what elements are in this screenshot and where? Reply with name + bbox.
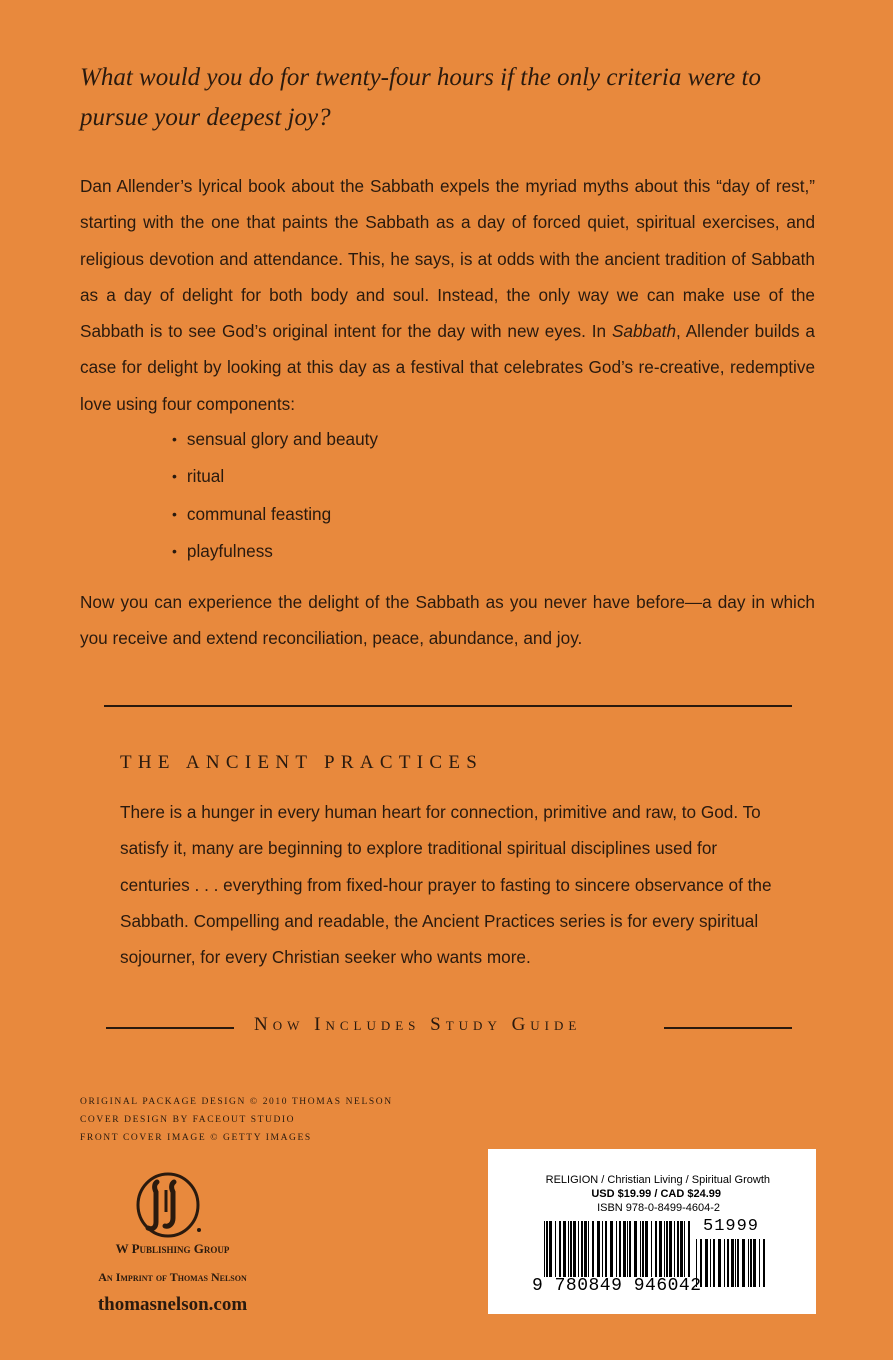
description-text: Dan Allender’s lyrical book about the Sabbath expels the myriad myths about this “day of rest,” starting with the one that paints the Sabbath as a day of forced quiet, spiritual exercises, and religious devotion and attendance. This, he says, is at odds with the ancient tradition of Sabbath as a day of delight for both body and soul. Instead, the only way we can make use of the Sabbath is to see God’s original intent for the day with new eyes. In xyxy=(80,176,815,342)
price-label: USD $19.99 / CAD $24.99 xyxy=(591,1188,721,1200)
w-publishing-logo-icon xyxy=(130,1170,206,1240)
credit-line: FRONT COVER IMAGE © GETTY IMAGES xyxy=(80,1133,312,1143)
publisher-url: thomasnelson.com xyxy=(97,1294,248,1315)
divider xyxy=(664,1027,792,1029)
closing-paragraph: Now you can experience the delight of the Sabbath as you never have before—a day in which you receive and extend reconciliation, peace, abundance, and joy. xyxy=(80,592,815,649)
list-item: • ritual xyxy=(172,458,378,495)
addon-number: 51999 xyxy=(703,1217,760,1236)
description-paragraph xyxy=(80,168,815,422)
barcode-panel xyxy=(488,1149,816,1314)
description-text-continued: , Allender builds a case for delight by looking at this day as a festival that celebrates God’s re-creative, redemptive love using four components: xyxy=(80,321,815,414)
publisher-imprint: An Imprint of Thomas Nelson xyxy=(98,1270,247,1284)
list-item: • sensual glory and beauty xyxy=(172,421,378,458)
design-credits xyxy=(80,1093,393,1147)
list-item: • playfulness xyxy=(172,533,378,570)
series-heading: THE ANCIENT PRACTICES xyxy=(120,752,484,773)
study-guide-label: Now Includes Study Guide xyxy=(254,1014,582,1035)
tagline: What would you do for twenty-four hours if the only criteria were to pursue your deepest joy? xyxy=(80,64,761,131)
divider xyxy=(106,1027,234,1029)
credit-line: COVER DESIGN BY FACEOUT STUDIO xyxy=(80,1115,296,1125)
components-list xyxy=(172,421,378,570)
bisac-category: RELIGION / Christian Living / Spiritual Growth xyxy=(545,1174,770,1186)
addon-barcode-icon xyxy=(696,1239,768,1287)
barcode-icon xyxy=(544,1221,690,1277)
isbn-label: ISBN 978-0-8499-4604-2 xyxy=(597,1202,720,1214)
series-description: There is a hunger in every human heart for connection, primitive and raw, to God. To satisfy it, many are beginning to explore traditional spiritual disciplines used for centuries . . . everything from fixed-hour prayer to fasting to sincere observance of the Sabbath. Compelling and readable, the Ancient Practices series is for every spiritual sojourner, for every Christian seeker who wants more. xyxy=(120,802,772,968)
credit-line: ORIGINAL PACKAGE DESIGN © 2010 THOMAS NELSON xyxy=(80,1097,393,1107)
book-title-italic: Sabbath xyxy=(611,321,677,342)
publisher-name: W Publishing Group xyxy=(115,1241,230,1256)
barcode-number: 9 780849 946042 xyxy=(532,1276,702,1296)
list-item: • communal feasting xyxy=(172,496,378,533)
divider xyxy=(104,705,792,707)
study-guide-banner xyxy=(104,1013,792,1041)
